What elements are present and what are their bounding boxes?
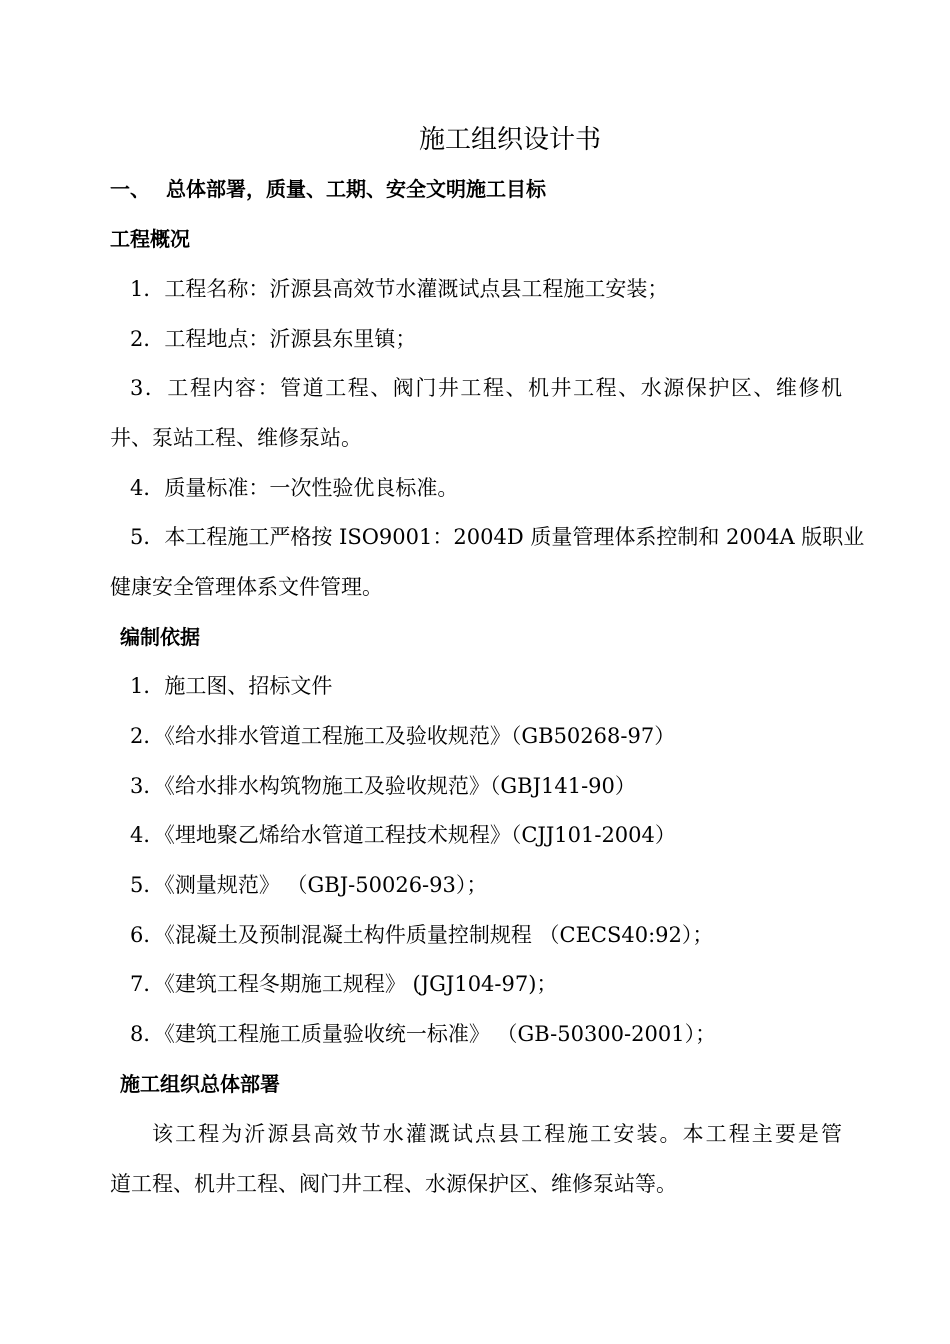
basis-item: 7．《建筑工程冬期施工规程》 (JGJ104-97)； <box>130 972 558 996</box>
overview-heading: 工程概况 <box>110 227 190 251</box>
overview-item: 4．质量标准：一次性验优良标准。 <box>130 476 459 500</box>
basis-item: 5．《测量规范》 （GBJ-50026-93）； <box>130 873 488 897</box>
overview-item-continuation: 井、泵站工程、维修泵站。 <box>110 426 362 450</box>
basis-item: 3．《给水排水构筑物施工及验收规范》（GBJ141-90） <box>130 774 636 798</box>
basis-item: 8．《建筑工程施工质量验收统一标准》 （GB-50300-2001）； <box>130 1022 717 1046</box>
overview-item: 1．工程名称：沂源县高效节水灌溉试点县工程施工安装； <box>130 277 669 301</box>
overview-item: 5．本工程施工严格按 ISO9001：2004D 质量管理体系控制和 2004A 版职业 <box>130 525 865 549</box>
deployment-heading: 施工组织总体部署 <box>120 1072 280 1096</box>
basis-heading: 编制依据 <box>120 625 200 649</box>
basis-item: 4．《埋地聚乙烯给水管道工程技术规程》（CJJ101-2004） <box>130 823 676 847</box>
basis-item: 1．施工图、招标文件 <box>130 674 333 698</box>
document-title: 施工组织设计书 <box>418 125 601 155</box>
deployment-paragraph-line: 该工程为沂源县高效节水灌溉试点县工程施工安装。本工程主要是管 <box>152 1122 842 1146</box>
overview-item-continuation: 健康安全管理体系文件管理。 <box>110 575 383 599</box>
overview-item: 3．工程内容：管道工程、阀门井工程、机井工程、水源保护区、维修机 <box>130 376 842 400</box>
section-1-heading: 总体部署，质量、工期、安全文明施工目标 <box>166 177 546 201</box>
section-1-number: 一、 <box>110 177 150 201</box>
overview-item: 2．工程地点：沂源县东里镇； <box>130 327 417 351</box>
deployment-paragraph-line: 道工程、机井工程、阀门井工程、水源保护区、维修泵站等。 <box>110 1172 677 1196</box>
basis-item: 2．《给水排水管道工程施工及验收规范》（GB50268-97） <box>130 724 676 748</box>
basis-item: 6．《混凝土及预制混凝土构件质量控制规程 （CECS40:92）； <box>130 923 714 947</box>
